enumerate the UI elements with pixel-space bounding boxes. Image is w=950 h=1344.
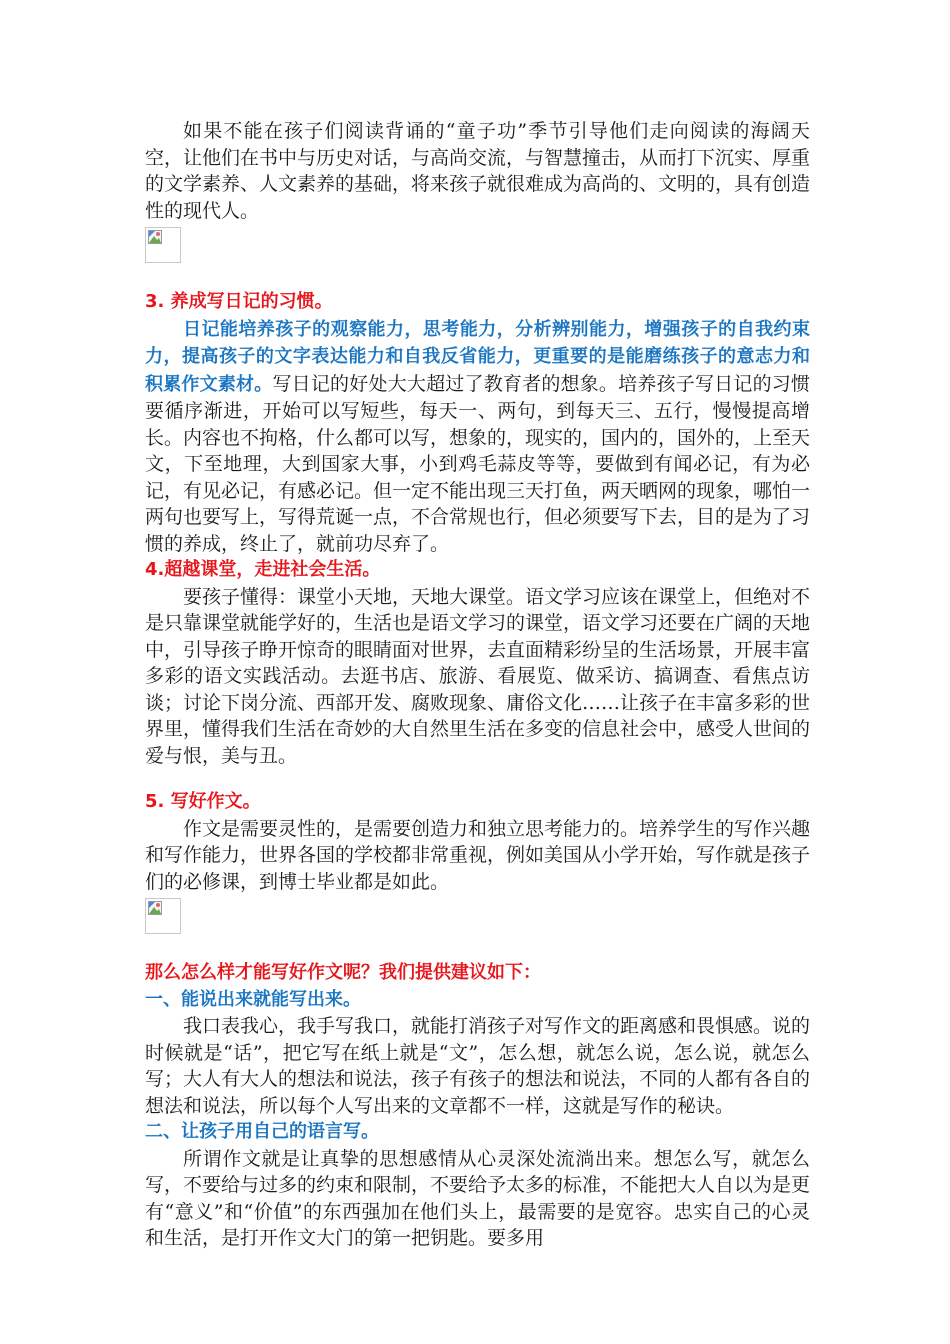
paragraph-speak-write: 我口表我心，我手写我口，就能打消孩子对写作文的距离感和畏惧感。说的时候就是“话”，把它写在纸上就是“文”，怎么想，就怎么说，怎么说，就怎么写；大人有大人的想法和说法，孩子有孩子的想法和说法，不同的人都有各自的想法和说法，所以每个人写出来的文章都不一样，这就是写作的秘诀。 [145, 1015, 811, 1117]
spacer [145, 769, 810, 789]
diary-body: 写日记的好处大大超过了教育者的想象。培养孩子写日记的习惯要循序渐进，开始可以写短些，每天一、两句，到每天三、五行，慢慢提高增长。内容也不拘格，什么都可以写，想象的，现实的，国内的，国外的，上至天文，下至地理，大到国家大事，小到鸡毛蒜皮等等，要做到有闻必记，有为必记，有见必记，有感必记。但一定不能出现三天打鱼，两天晒网的现象，哪怕一两句也要写上，写得荒诞一点，不合常规也行，但必须要写下去，目的是为了习惯的养成，终止了，就前功尽弃了。 [145, 372, 811, 555]
paragraph-reading: 如果不能在孩子们阅读背诵的“童子功”季节引导他们走向阅读的海阔天空，让他们在书中与历史对话，与高尚交流，与智慧撞击，从而打下沉实、厚重的文学素养、人文素养的基础，将来孩子就很难成为高尚的、文明的，具有创造性的现代人。 [145, 120, 811, 222]
paragraph-diary [145, 316, 810, 558]
broken-image-icon [145, 898, 181, 934]
paragraph-composition: 作文是需要灵性的，是需要创造力和独立思考能力的。培养学生的写作兴趣和写作能力，世界各国的学校都非常重视，例如美国从小学开始，写作就是孩子们的必修课，到博士毕业都是如此。 [145, 817, 811, 893]
heading-beyond-classroom: 4.超越课堂，走进社会生活。 [145, 559, 381, 580]
heading-composition: 5. 写好作文。 [145, 791, 261, 812]
spacer [145, 940, 810, 960]
subheading-speak-write: 一、能说出来就能写出来。 [145, 988, 361, 1010]
diary-emphasis: 日记能培养孩子的观察能力，思考能力，分析辨别能力，增强孩子的自我约束力，提高孩子的文字表达能力和自我反省能力，更重要的是能磨练孩子的意志力和积累作文素材。 [145, 318, 810, 395]
paragraph-own-language: 所谓作文就是让真挚的思想感情从心灵深处流淌出来。想怎么写，就怎么写，不要给与过多的约束和限制，不要给予太多的标准，不能把大人自以为是更有“意义”和“价值”的东西强加在他们头上，最需要的是宽容。忠实自己的心灵和生活，是打开作文大门的第一把钥匙。要多用 [145, 1147, 811, 1249]
document-page [145, 118, 810, 1252]
heading-diary: 3. 养成写日记的习惯。 [145, 291, 333, 312]
subheading-own-language: 二、让孩子用自己的语言写。 [145, 1121, 379, 1142]
broken-image-icon [145, 227, 181, 263]
paragraph-beyond-classroom: 要孩子懂得：课堂小天地，天地大课堂。语文学习应该在课堂上，但绝对不是只靠课堂就能学好的，生活也是语文学习的课堂，语文学习还要在广阔的天地中，引导孩子睁开惊奇的眼睛面对世界，去直面精彩纷呈的生活场景，开展丰富多彩的语文实践活动。去逛书店、旅游、看展览、做采访、搞调查、看焦点访谈；讨论下岗分流、西部开发、腐败现象、庸俗文化……让孩子在丰富多彩的世界里，懂得我们生活在奇妙的大自然里生活在多变的信息社会中，感受人世间的爱与恨，美与丑。 [145, 585, 811, 767]
spacer [145, 269, 810, 289]
heading-how-to-write: 那么怎么样才能写好作文呢？我们提供建议如下： [145, 962, 541, 983]
